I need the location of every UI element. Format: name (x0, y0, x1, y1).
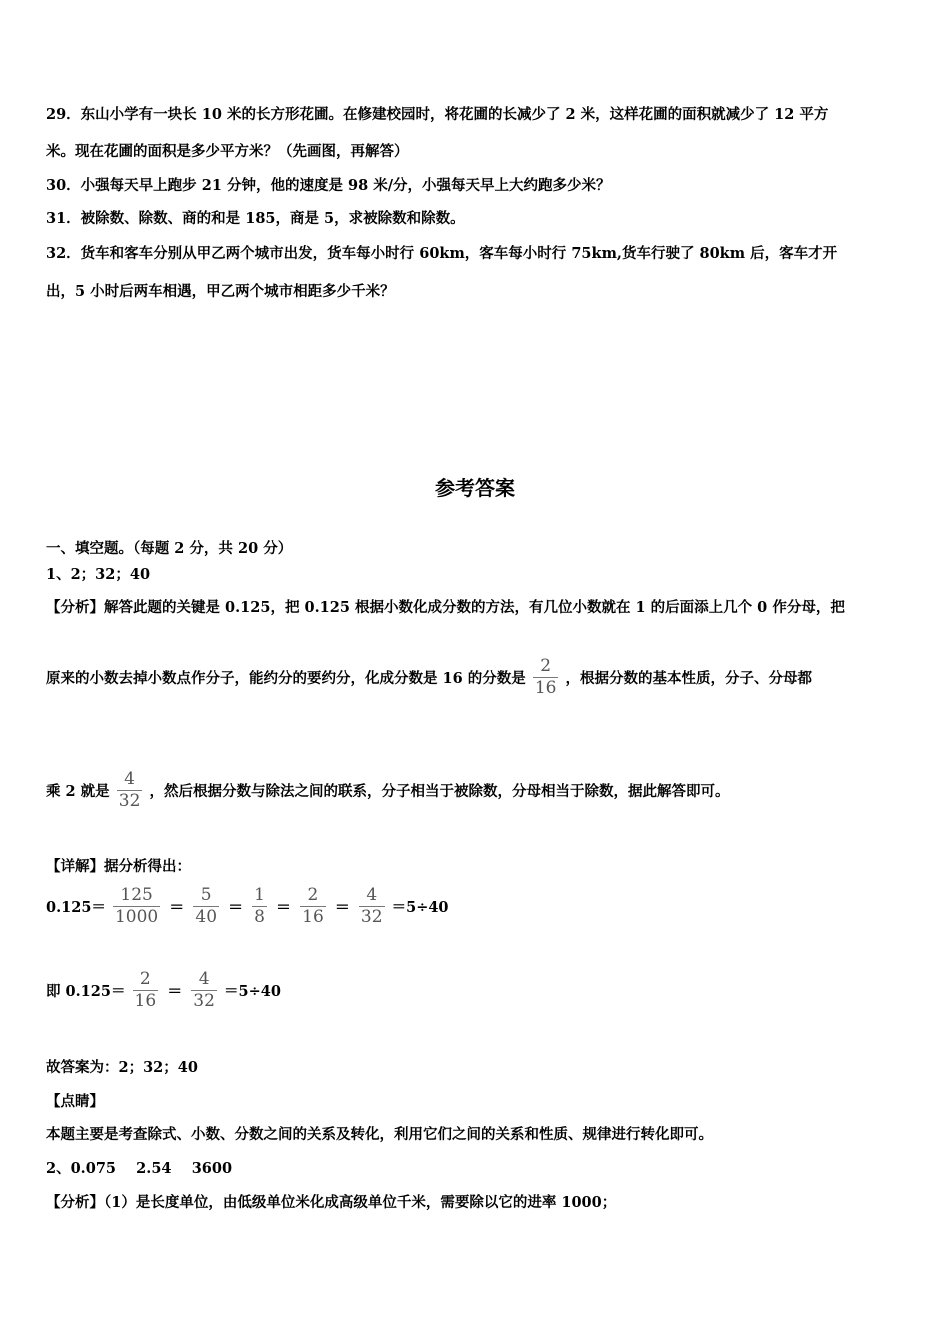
fraction-125-1000 (113, 885, 160, 929)
question-30: 30．小强每天早上跑步 21 分钟，他的速度是 98 米/分，小强每天早上大约跑多少米？ (46, 177, 611, 194)
fraction-numerator: 5 (200, 885, 212, 905)
fraction-numerator: 125 (120, 885, 153, 905)
equation-line-1 (46, 885, 449, 929)
answer-1-analysis-line-1: 【分析】解答此题的关键是 0.125，把 0.125 根据小数化成分数的方法，有几位小数就在 1 的后面添上几个 0 作分母，把 (46, 599, 845, 616)
fraction-denominator: 16 (302, 907, 324, 928)
analysis-text-d: ，然后根据分数与除法之间的联系，分子相当于被除数，分母相当于除数，据此解答即可。 (149, 783, 730, 801)
question-32-line-1: 32．货车和客车分别从甲乙两个城市出发，货车每小时行 60km，客车每小时行 75km,货车行驶了 80km 后，客车才开 (46, 245, 838, 262)
question-31: 31．被除数、除数、商的和是 185，商是 5，求被除数和除数。 (46, 210, 465, 227)
fraction-2-16 (300, 885, 326, 929)
fraction-4-32 (191, 969, 217, 1013)
fraction-4-32 (359, 885, 385, 929)
equation-tail: ＝5÷40 (224, 983, 281, 1001)
equal-sign: ＝ (334, 898, 350, 917)
fraction-1-8 (252, 885, 267, 929)
equation-tail: ＝5÷40 (391, 899, 449, 917)
fraction-denominator: 1000 (114, 907, 159, 928)
answer-1-point-head: 【点睛】 (46, 1093, 104, 1110)
equation-line-2 (46, 969, 281, 1013)
question-29-line-2: 米。现在花圃的面积是多少平方米？（先画图，再解答） (46, 143, 409, 160)
fraction-denominator: 16 (134, 991, 157, 1012)
fraction-denominator: 32 (360, 907, 383, 928)
fraction-numerator: 2 (139, 969, 151, 989)
question-29-line-1: 29．东山小学有一块长 10 米的长方形花圃。在修建校园时，将花圃的长减少了 2 米，这样花圃的面积就减少了 12 平方 (46, 106, 829, 123)
answer-1-detail-head: 【详解】据分析得出： (46, 858, 191, 875)
answer-1-point: 本题主要是考查除式、小数、分数之间的关系及转化，利用它们之间的关系和性质、规律进行转化即可。 (46, 1126, 713, 1143)
fraction-denominator: 8 (254, 907, 265, 928)
analysis-text-a: 原来的小数去掉小数点作分子，能约分的要约分，化成分数是 16 的分数是 (46, 670, 526, 688)
fraction-4-32 (117, 769, 143, 813)
fraction-2-16 (533, 656, 559, 700)
equal-sign: ＝ (276, 898, 292, 917)
answer-1-analysis-line-3 (46, 769, 729, 813)
answer-2-head: 2、0.075 2.54 3600 (46, 1160, 233, 1177)
fraction-denominator: 32 (193, 991, 215, 1012)
question-32-line-2: 出，5 小时后两车相遇，甲乙两个城市相距多少千米？ (46, 283, 395, 300)
fraction-denominator: 32 (118, 791, 141, 812)
equal-sign: ＝ (228, 898, 244, 917)
equation-lead: 即 0.125＝ (46, 983, 126, 1001)
section-1-heading: 一、填空题。（每题 2 分，共 20 分） (46, 540, 293, 557)
fraction-numerator: 4 (124, 769, 135, 789)
answer-1-analysis-line-2 (46, 656, 812, 700)
fraction-2-16 (133, 969, 159, 1013)
fraction-numerator: 2 (307, 885, 319, 905)
analysis-text-b: ，根据分数的基本性质，分子、分母都 (565, 670, 813, 688)
fraction-numerator: 4 (366, 885, 378, 905)
equal-sign: ＝ (167, 982, 183, 1001)
fraction-denominator: 40 (195, 907, 218, 928)
fraction-numerator: 4 (198, 969, 210, 989)
analysis-text-c: 乘 2 就是 (46, 783, 110, 801)
answer-1-head: 1、2；32；40 (46, 566, 151, 583)
answers-title: 参考答案 (435, 476, 515, 500)
equation-lead: 0.125＝ (46, 899, 106, 917)
answer-1-result: 故答案为：2；32；40 (46, 1059, 198, 1076)
fraction-denominator: 16 (534, 678, 557, 699)
equal-sign: ＝ (169, 898, 185, 917)
fraction-numerator: 2 (540, 656, 552, 676)
answer-2-analysis: 【分析】（1）是长度单位，由低级单位米化成高级单位千米，需要除以它的进率 1000； (46, 1194, 617, 1211)
fraction-5-40 (193, 885, 219, 929)
fraction-numerator: 1 (254, 885, 265, 905)
